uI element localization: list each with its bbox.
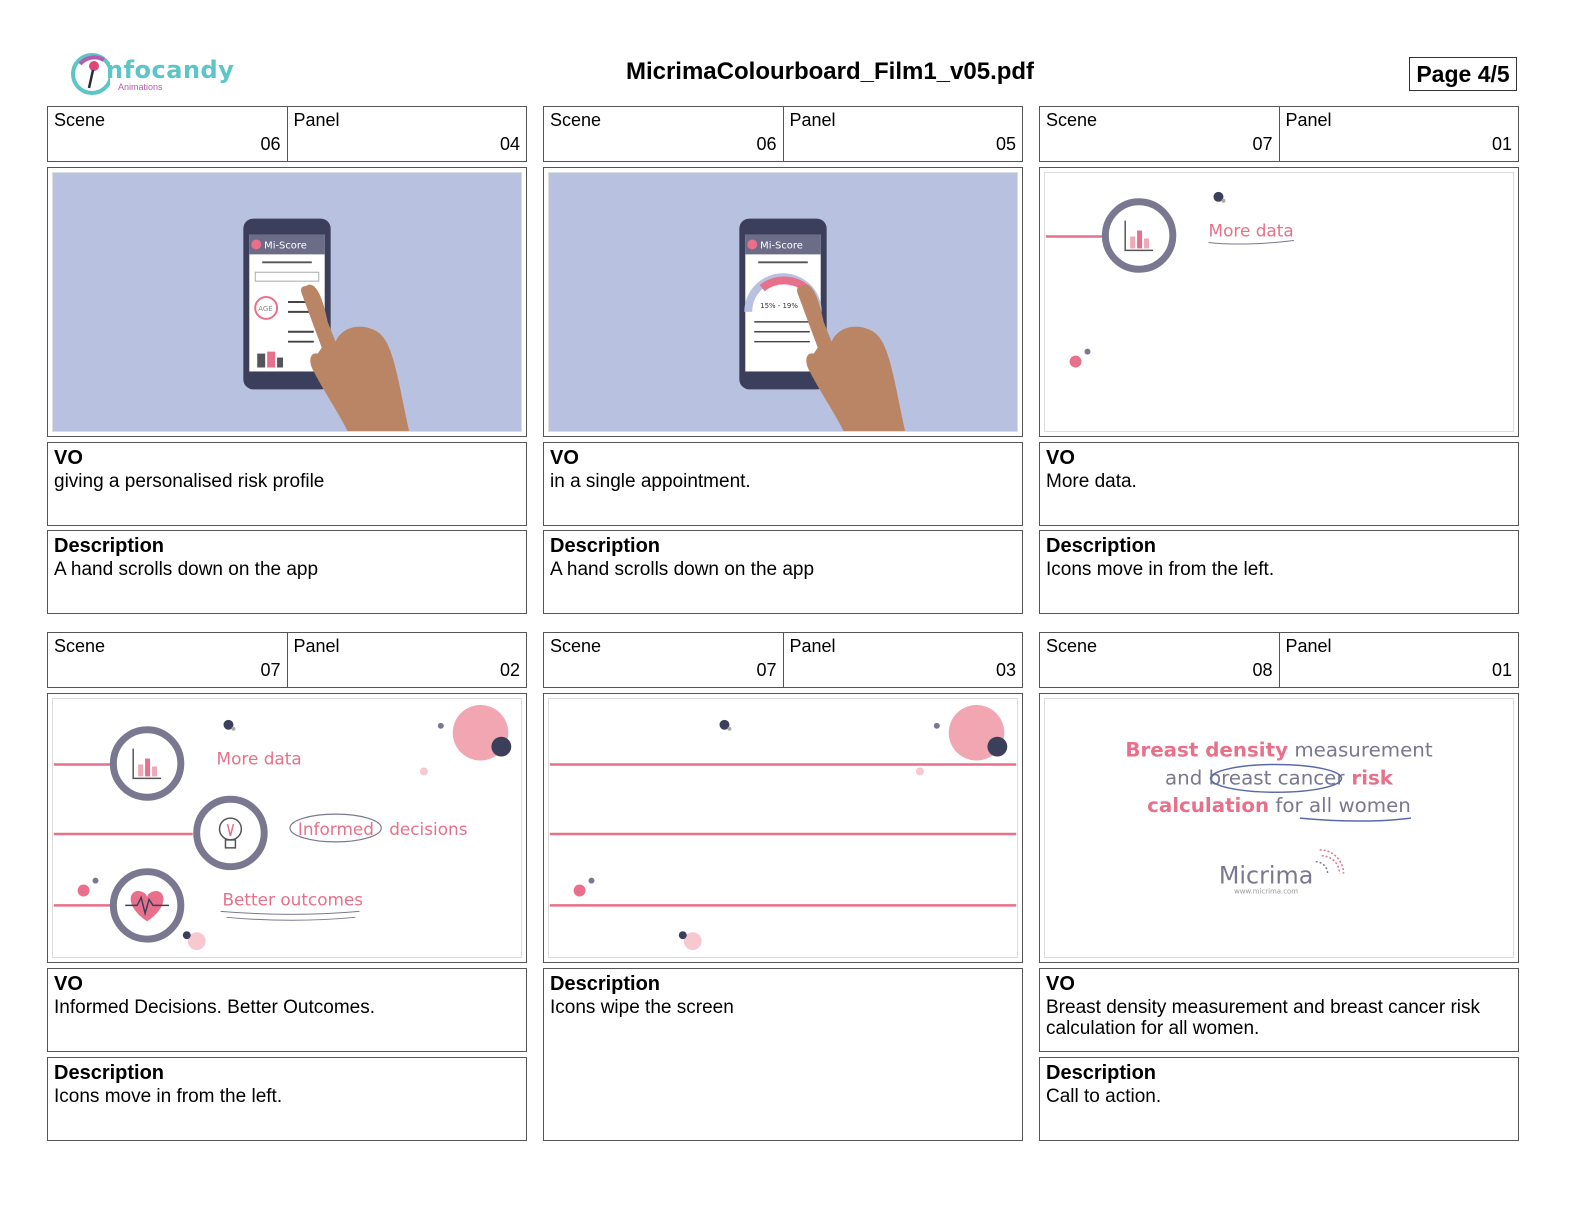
cta-line-1: Breast density measurement xyxy=(1125,738,1433,762)
micrima-logo: Micrima xyxy=(1218,861,1314,890)
panel-header xyxy=(47,632,527,688)
panel-number: 05 xyxy=(995,134,1016,154)
description-box xyxy=(47,530,527,614)
vo-heading: VO xyxy=(54,447,83,469)
vo-box xyxy=(543,442,1023,526)
description-text: A hand scrolls down on the app xyxy=(54,559,319,580)
panel-label: Panel xyxy=(293,110,340,130)
panel-label: Panel xyxy=(789,110,836,130)
panel-label: Panel xyxy=(789,636,836,656)
description-text: Icons move in from the left. xyxy=(54,1086,283,1107)
app-title: Mi-Score xyxy=(264,240,307,252)
cta-line-2: and breast cancer risk xyxy=(1164,766,1394,790)
gauge-label: 15% - 19% xyxy=(760,301,798,310)
scene-label: Scene xyxy=(550,636,602,656)
panel-header xyxy=(47,106,527,162)
storyboard-frame xyxy=(543,693,1023,963)
scene-label: Scene xyxy=(54,110,106,130)
vo-text: Breast density measurement and breast cancer risk calculation for all women. xyxy=(1046,997,1481,1039)
panel-label: Panel xyxy=(293,636,340,656)
description-box xyxy=(543,968,1023,1141)
decisions-label: decisions xyxy=(389,818,468,839)
more-data-label: More data xyxy=(1208,220,1294,241)
vo-text: More data. xyxy=(1046,471,1137,492)
logo-subtitle: Animations xyxy=(118,82,163,92)
vo-text: giving a personalised risk profile xyxy=(54,471,325,492)
vo-heading: VO xyxy=(550,447,579,469)
scene-label: Scene xyxy=(1046,110,1098,130)
vo-heading: VO xyxy=(54,973,83,995)
scene-number: 07 xyxy=(1252,134,1273,154)
storyboard-frame xyxy=(47,693,527,963)
description-text: A hand scrolls down on the app xyxy=(550,559,815,580)
description-heading: Description xyxy=(54,535,165,557)
scene-number: 08 xyxy=(1252,660,1273,680)
scene-number: 06 xyxy=(260,134,281,154)
panel-number: 01 xyxy=(1491,660,1512,680)
vo-text: Informed Decisions. Better Outcomes. xyxy=(54,997,376,1018)
storyboard-frame xyxy=(47,167,527,437)
panel-header xyxy=(543,632,1023,688)
description-heading: Description xyxy=(1046,1062,1157,1084)
description-heading: Description xyxy=(550,973,661,995)
scene-label: Scene xyxy=(1046,636,1098,656)
description-box xyxy=(543,530,1023,614)
description-box xyxy=(1039,530,1519,614)
micrima-url: www.micrima.com xyxy=(1234,887,1299,896)
cta-line-3: calculation for all women xyxy=(1147,794,1411,818)
panel-header xyxy=(1039,632,1519,688)
vo-heading: VO xyxy=(1046,447,1075,469)
description-heading: Description xyxy=(54,1062,165,1084)
description-heading: Description xyxy=(1046,535,1157,557)
storyboard-frame xyxy=(1039,693,1519,963)
panel-number: 04 xyxy=(499,134,520,154)
panel-label: Panel xyxy=(1285,636,1332,656)
panel-header xyxy=(543,106,1023,162)
app-title: Mi-Score xyxy=(760,240,803,252)
storyboard-frame xyxy=(543,167,1023,437)
informed-label: Informed xyxy=(297,818,374,839)
description-heading: Description xyxy=(550,535,661,557)
age-label: AGE xyxy=(258,304,273,313)
description-text: Icons wipe the screen xyxy=(550,997,734,1018)
vo-box xyxy=(1039,442,1519,526)
vo-heading: VO xyxy=(1046,973,1075,995)
panel-header xyxy=(1039,106,1519,162)
page-indicator: Page 4/5 xyxy=(1409,57,1517,91)
scene-number: 06 xyxy=(756,134,777,154)
description-box xyxy=(1039,1057,1519,1141)
scene-number: 07 xyxy=(260,660,281,680)
logo-wordmark: nfocandy xyxy=(106,56,235,84)
vo-box xyxy=(1039,968,1519,1052)
panel-number: 01 xyxy=(1491,134,1512,154)
micrima-waves-icon xyxy=(1316,850,1344,874)
document-title: MicrimaColourboard_Film1_v05.pdf xyxy=(625,58,1035,85)
description-text: Call to action. xyxy=(1046,1086,1162,1107)
vo-box xyxy=(47,968,527,1052)
scene-label: Scene xyxy=(54,636,106,656)
vo-box xyxy=(47,442,527,526)
panel-label: Panel xyxy=(1285,110,1332,130)
description-text: Icons move in from the left. xyxy=(1046,559,1275,580)
more-data-label: More data xyxy=(216,748,302,769)
vo-text: in a single appointment. xyxy=(550,471,751,492)
storyboard-frame xyxy=(1039,167,1519,437)
scene-number: 07 xyxy=(756,660,777,680)
better-outcomes-label: Better outcomes xyxy=(222,889,364,910)
description-box xyxy=(47,1057,527,1141)
panel-number: 02 xyxy=(499,660,520,680)
panel-number: 03 xyxy=(995,660,1016,680)
scene-label: Scene xyxy=(550,110,602,130)
